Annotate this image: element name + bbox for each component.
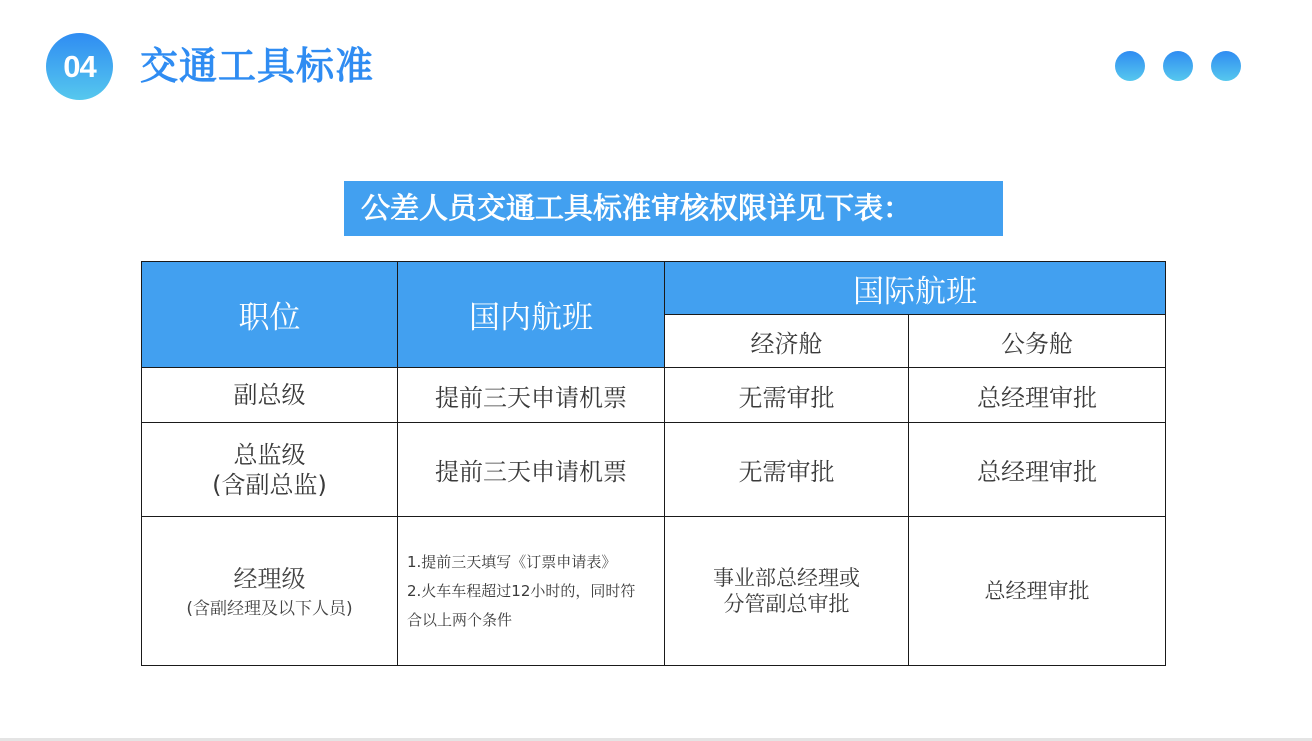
decorative-dots [1115,51,1241,81]
row-economy: 无需审批 [665,423,909,517]
economy-approval-line: 事业部总经理或 [713,566,860,590]
row-business: 总经理审批 [909,517,1166,666]
row-domestic [398,517,665,666]
economy-approval-line: 分管副总审批 [723,592,850,616]
table-row [142,517,1166,666]
row-position [142,517,398,666]
table-caption: 公差人员交通工具标准审核权限详见下表： [344,181,1003,236]
travel-standard-table [141,261,1166,666]
section-number: 04 [63,48,96,84]
section-number-badge [46,33,113,100]
row-economy: 无需审批 [665,368,909,423]
row-domestic: 提前三天申请机票 [398,423,665,517]
row-position-note: (含副总监) [212,470,327,499]
domestic-rule-line: 合以上两个条件 [407,610,513,629]
row-business: 总经理审批 [909,368,1166,423]
dot-icon [1115,51,1145,81]
row-position [142,423,398,517]
header-international-flight: 国际航班 [665,262,1166,315]
row-position-title: 总监级 [233,440,306,469]
row-business: 总经理审批 [909,423,1166,517]
row-domestic: 提前三天申请机票 [398,368,665,423]
header-domestic-flight: 国内航班 [398,262,665,368]
row-position: 副总级 [142,368,398,423]
page-title: 交通工具标准 [140,44,375,88]
row-position-title: 经理级 [233,564,306,593]
header-position: 职位 [142,262,398,368]
domestic-rule-line: 2.火车车程超过12小时的，同时符 [407,581,636,600]
row-position-note: (含副经理及以下人员) [186,598,353,619]
table-row [142,423,1166,517]
row-economy [665,517,909,666]
header-economy-class: 经济舱 [665,315,909,368]
dot-icon [1163,51,1193,81]
header-business-class: 公务舱 [909,315,1166,368]
domestic-rule-line: 1.提前三天填写《订票申请表》 [407,552,617,571]
table-row [142,368,1166,423]
dot-icon [1211,51,1241,81]
